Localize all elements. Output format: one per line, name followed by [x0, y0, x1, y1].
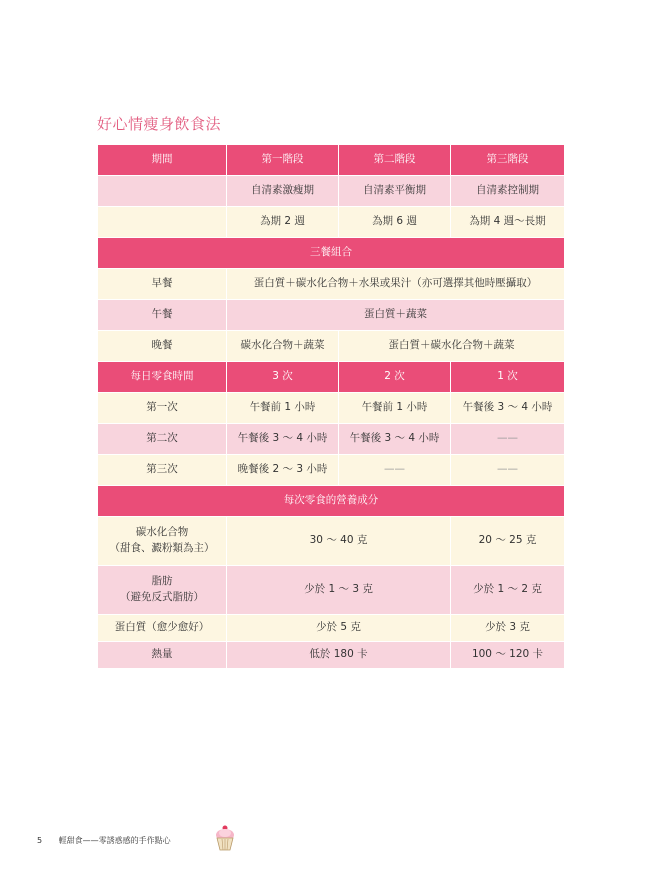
row-label [98, 517, 227, 566]
table-cell: 自清素激瘦期 [227, 176, 339, 207]
table-cell: 蛋白質＋碳水化合物＋水果或果汁（亦可選擇其他時壓攝取） [227, 269, 565, 300]
table-cell: 午餐後 3 ～ 4 小時 [339, 424, 451, 455]
row-label: 熱量 [98, 642, 227, 669]
table-cell: —— [451, 424, 565, 455]
row-label: 午餐 [98, 300, 227, 331]
header-cell: 第二階段 [339, 145, 451, 176]
row-label: 第三次 [98, 455, 227, 486]
header-cell: 期間 [98, 145, 227, 176]
header-cell: 第一階段 [227, 145, 339, 176]
cupcake-icon [213, 824, 237, 852]
header-cell: 每日零食時間 [98, 362, 227, 393]
diet-table [97, 144, 565, 669]
table-cell: 蛋白質＋碳水化合物＋蔬菜 [339, 331, 565, 362]
table-cell: 為期 6 週 [339, 207, 451, 238]
table-cell: 少於 1 ～ 3 克 [227, 566, 451, 615]
table-cell: 蛋白質＋蔬菜 [227, 300, 565, 331]
header-cell: 第三階段 [451, 145, 565, 176]
table-cell: 午餐前 1 小時 [227, 393, 339, 424]
table-cell: 午餐後 3 ～ 4 小時 [451, 393, 565, 424]
row-label-line: 碳水化合物 [135, 526, 189, 539]
row-label: 第一次 [98, 393, 227, 424]
table-cell: 少於 3 克 [451, 615, 565, 642]
page-number: 5 [37, 836, 43, 845]
table-cell: 自清素控制期 [451, 176, 565, 207]
table-cell: —— [451, 455, 565, 486]
table-cell: 少於 5 克 [227, 615, 451, 642]
table-cell [98, 176, 227, 207]
row-label-line: （甜食、澱粉類為主） [109, 542, 215, 554]
table-cell: 少於 1 ～ 2 克 [451, 566, 565, 615]
section-header: 三餐組合 [98, 238, 565, 269]
row-label: 蛋白質（愈少愈好） [98, 615, 227, 642]
section-header: 每次零食的營養成分 [98, 486, 565, 517]
table-cell [98, 207, 227, 238]
page-footer [37, 835, 171, 846]
table-cell: 自清素平衡期 [339, 176, 451, 207]
row-label-line: （避免反式脂肪） [120, 591, 204, 603]
table-cell: —— [339, 455, 451, 486]
table-cell: 午餐前 1 小時 [339, 393, 451, 424]
row-label: 第二次 [98, 424, 227, 455]
table-cell: 碳水化合物＋蔬菜 [227, 331, 339, 362]
row-label-line: 脂肪 [151, 575, 173, 588]
row-label: 晚餐 [98, 331, 227, 362]
table-cell: 晚餐後 2 ～ 3 小時 [227, 455, 339, 486]
book-title: 輕甜食——零誘惑感的手作點心 [58, 836, 171, 845]
header-cell: 1 次 [451, 362, 565, 393]
row-label: 早餐 [98, 269, 227, 300]
table-cell: 為期 4 週～長期 [451, 207, 565, 238]
table-cell: 午餐後 3 ～ 4 小時 [227, 424, 339, 455]
header-cell: 2 次 [339, 362, 451, 393]
table-title: 好心情瘦身飲食法 [97, 115, 222, 133]
row-label [98, 566, 227, 615]
header-cell: 3 次 [227, 362, 339, 393]
table-cell: 低於 180 卡 [227, 642, 451, 669]
table-cell: 100 ～ 120 卡 [451, 642, 565, 669]
table-cell: 30 ～ 40 克 [227, 517, 451, 566]
table-cell: 為期 2 週 [227, 207, 339, 238]
table-cell: 20 ～ 25 克 [451, 517, 565, 566]
